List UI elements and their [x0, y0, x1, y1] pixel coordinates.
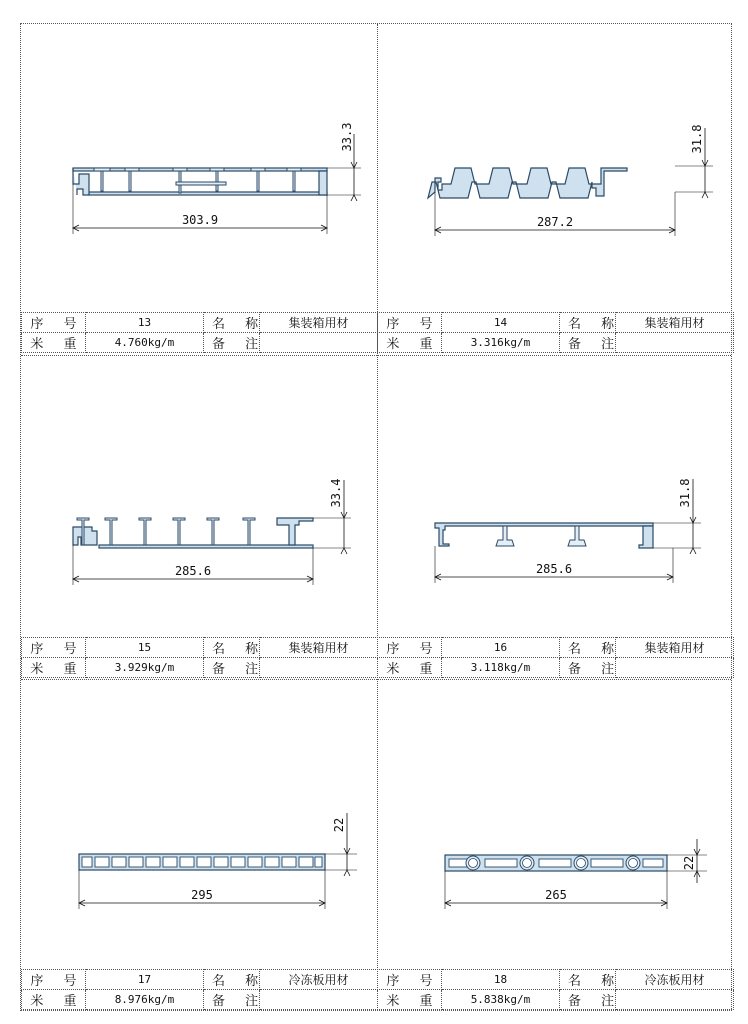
width-dim-17: 295: [191, 888, 213, 902]
height-dim-14: 31.8: [690, 124, 704, 154]
item-card-13: [21, 24, 377, 355]
height-dim-15: 33.4: [329, 478, 343, 508]
remark-value: [260, 333, 378, 353]
remark-label: 备 注: [204, 333, 260, 353]
height-dimension-16: [653, 479, 701, 554]
name-label: 名 称: [560, 313, 616, 333]
width-dimension-18: [445, 871, 667, 909]
weight-value: 8.976kg/m: [86, 990, 204, 1010]
remark-label: 备 注: [560, 333, 616, 353]
info-table-14: [377, 312, 734, 353]
name-value: 冷冻板用材: [616, 970, 734, 990]
serial-label: 序 号: [378, 313, 442, 333]
serial-value: 16: [442, 638, 560, 658]
serial-label: 序 号: [22, 970, 86, 990]
width-dim-18: 265: [545, 888, 567, 902]
profile-drawing-15: [21, 355, 377, 637]
weight-value: 3.929kg/m: [86, 658, 204, 678]
height-dim-16: 31.8: [678, 478, 692, 508]
remark-value: [616, 658, 734, 678]
remark-label: 备 注: [204, 658, 260, 678]
name-label: 名 称: [204, 970, 260, 990]
weight-value: 5.838kg/m: [442, 990, 560, 1010]
weight-label: 米 重: [22, 333, 86, 353]
item-card-15: [21, 355, 377, 679]
width-dimension-15: [73, 545, 313, 585]
height-dim-17: 22: [332, 817, 346, 833]
info-table-13: [21, 312, 378, 353]
weight-label: 米 重: [378, 658, 442, 678]
serial-value: 13: [86, 313, 204, 333]
width-dim-15: 285.6: [174, 564, 212, 578]
profile-drawing-14: [377, 24, 733, 312]
height-dim-18: 22: [682, 855, 696, 871]
profile-shape-13: [73, 168, 327, 195]
height-dimension-18: [667, 839, 707, 883]
profile-drawing-16: [377, 355, 733, 637]
remark-value: [260, 658, 378, 678]
width-dim-16: 285.6: [535, 562, 573, 576]
profile-shape-15: [73, 518, 313, 548]
weight-label: 米 重: [378, 333, 442, 353]
profile-shape-18: [445, 855, 667, 871]
item-card-16: [377, 355, 733, 679]
profile-drawing-17: [21, 679, 377, 969]
spec-sheet: [20, 23, 732, 1011]
item-card-18: [377, 679, 733, 1012]
profile-shape-16: [435, 523, 653, 548]
name-label: 名 称: [204, 313, 260, 333]
width-dim-13: 303.9: [181, 213, 219, 227]
info-table-15: [21, 637, 378, 678]
item-card-17: [21, 679, 377, 1012]
name-label: 名 称: [560, 970, 616, 990]
profile-shape-14: [428, 168, 627, 198]
height-dimension-13: [327, 123, 361, 201]
serial-value: 17: [86, 970, 204, 990]
info-table-17: [21, 969, 378, 1010]
height-dimension-15: [313, 479, 351, 554]
info-table-18: [377, 969, 734, 1010]
weight-label: 米 重: [378, 990, 442, 1010]
serial-label: 序 号: [378, 970, 442, 990]
info-table-16: [377, 637, 734, 678]
height-dimension-17: [325, 813, 357, 876]
name-value: 集装箱用材: [616, 638, 734, 658]
remark-label: 备 注: [560, 990, 616, 1010]
width-dim-14: 287.2: [536, 215, 574, 229]
width-dimension-17: [79, 870, 325, 909]
profile-drawing-18: [377, 679, 733, 969]
name-value: 集装箱用材: [616, 313, 734, 333]
remark-value: [616, 333, 734, 353]
serial-label: 序 号: [378, 638, 442, 658]
weight-label: 米 重: [22, 658, 86, 678]
name-label: 名 称: [204, 638, 260, 658]
name-label: 名 称: [560, 638, 616, 658]
serial-label: 序 号: [22, 638, 86, 658]
item-card-14: [377, 24, 733, 355]
width-dimension-16: [435, 546, 673, 583]
remark-value: [616, 990, 734, 1010]
serial-label: 序 号: [22, 313, 86, 333]
name-value: 集装箱用材: [260, 313, 378, 333]
weight-value: 3.316kg/m: [442, 333, 560, 353]
profile-drawing-13: [21, 24, 377, 312]
height-dimension-14: [675, 125, 713, 198]
remark-value: [260, 990, 378, 1010]
width-dimension-14: [435, 192, 675, 236]
name-value: 集装箱用材: [260, 638, 378, 658]
remark-label: 备 注: [204, 990, 260, 1010]
profile-shape-17: [79, 854, 325, 870]
serial-value: 14: [442, 313, 560, 333]
name-value: 冷冻板用材: [260, 970, 378, 990]
remark-label: 备 注: [560, 658, 616, 678]
serial-value: 18: [442, 970, 560, 990]
serial-value: 15: [86, 638, 204, 658]
height-dim-13: 33.3: [340, 122, 354, 152]
weight-value: 3.118kg/m: [442, 658, 560, 678]
weight-value: 4.760kg/m: [86, 333, 204, 353]
weight-label: 米 重: [22, 990, 86, 1010]
